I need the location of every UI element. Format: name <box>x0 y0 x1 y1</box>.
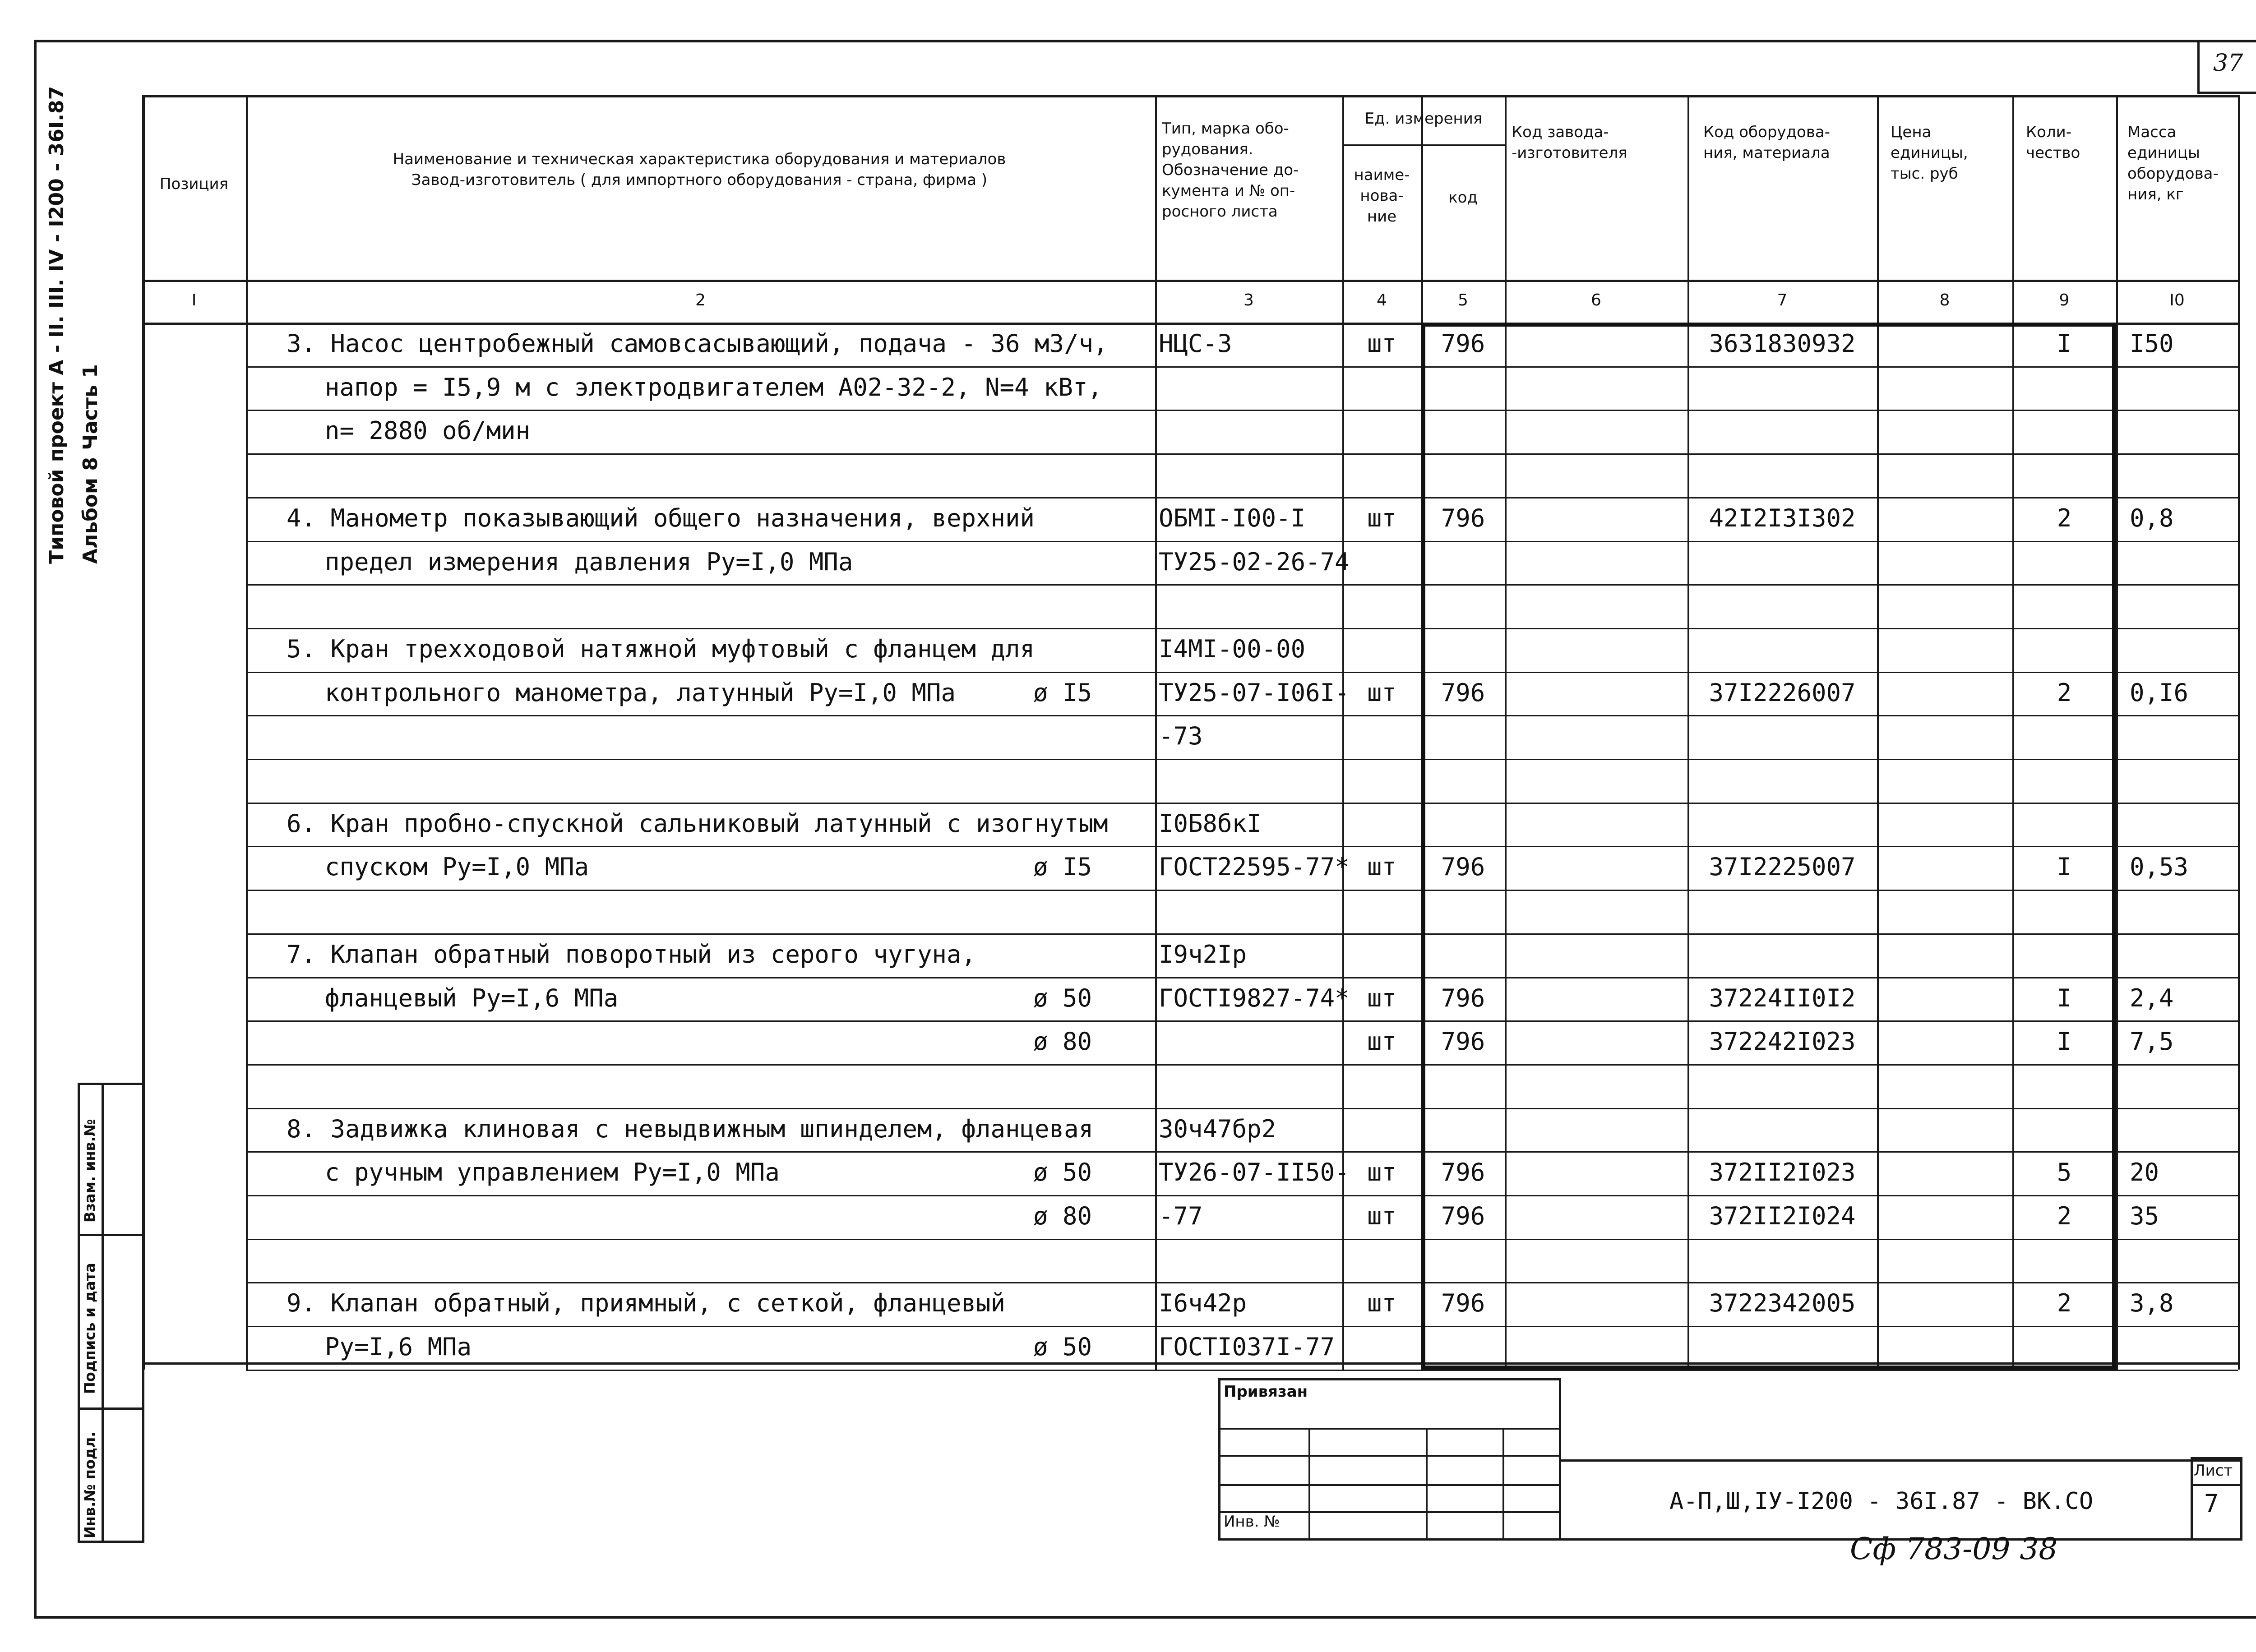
item-name: n= 2880 об/мин <box>325 416 531 445</box>
item-type: -73 <box>1159 722 1203 751</box>
item-mass: 0,53 <box>2130 853 2189 881</box>
item-diameter: ø I5 <box>1033 853 1092 881</box>
item-equip-code: 37I2225007 <box>1709 853 1856 881</box>
item-mass: 35 <box>2130 1202 2159 1230</box>
inv-no-label: Инв. № <box>1224 1513 1280 1531</box>
column-number: 7 <box>1777 291 1788 309</box>
privyazan-label: Привязан <box>1224 1383 1308 1401</box>
item-equip-code: 37I2226007 <box>1709 678 1856 707</box>
header-qty: Коли- чество <box>2026 123 2080 162</box>
item-qty: 2 <box>2057 503 2072 532</box>
item-qty: 2 <box>2057 678 2072 707</box>
item-mass: 3,8 <box>2130 1289 2174 1318</box>
unit-header-split <box>1342 144 1505 146</box>
item-equip-code: 42I2I3I302 <box>1709 503 1856 532</box>
item-type: I6ч42р <box>1159 1289 1247 1318</box>
header-name: Наименование и техническая характеристика оборудования и материалов Завод-изготовитель ( для импортного оборудования - страна, фирма ) <box>393 150 1006 189</box>
item-unit: шт <box>1367 853 1397 881</box>
item-name: предел измерения давления Ру=I,0 МПа <box>325 547 853 576</box>
item-name: 6. Кран пробно-спускной сальниковый латунный с изогнутым <box>287 809 1108 838</box>
header-price: Цена единицы, тыс. руб <box>1891 123 1968 183</box>
item-equip-code: 3631830932 <box>1709 329 1856 358</box>
item-qty: I <box>2057 1027 2072 1056</box>
item-unit: шт <box>1367 503 1397 532</box>
item-mass: I50 <box>2130 329 2174 358</box>
item-mass: 7,5 <box>2130 1027 2174 1056</box>
item-name: 7. Клапан обратный поворотный из серого чугуна, <box>287 940 976 969</box>
item-unit-code: 796 <box>1441 853 1485 881</box>
column-divider <box>246 95 248 1370</box>
column-number: 8 <box>1939 291 1950 309</box>
item-type: ТУ26-07-II50- <box>1159 1158 1350 1187</box>
item-type: НЦС-3 <box>1159 329 1232 358</box>
header-mass: Масса единицы оборудова- ния, кг <box>2127 123 2219 203</box>
top-sheet-number: 37 <box>2213 50 2243 77</box>
column-number: I <box>191 291 197 309</box>
item-qty: I <box>2057 329 2072 358</box>
table-top-border <box>142 95 2238 97</box>
item-diameter: ø 50 <box>1033 983 1092 1012</box>
item-equip-code: 3722342005 <box>1709 1289 1856 1318</box>
item-name: Ру=I,6 МПа <box>325 1333 472 1361</box>
item-name: контрольного манометра, латунный Ру=I,0 МПа <box>325 678 956 707</box>
column-number: 5 <box>1458 291 1468 309</box>
header-type: Тип, марка обо- рудования. Обозначение до- кумента и № оп- росного листа <box>1162 120 1299 221</box>
item-equip-code: 37224II0I2 <box>1709 983 1856 1012</box>
item-mass: 0,8 <box>2130 503 2174 532</box>
header-position: Позиция <box>159 175 229 193</box>
item-unit-code: 796 <box>1441 1027 1485 1056</box>
table-left-border <box>142 95 145 1370</box>
item-type: I9ч2Iр <box>1159 940 1247 969</box>
item-unit: шт <box>1367 678 1397 707</box>
stamp-label-replace: Взам. инв.№ <box>81 1119 98 1223</box>
column-number: 2 <box>695 291 706 309</box>
item-name: 3. Насос центробежный самовсасывающий, подача - 36 м3/ч, <box>287 329 1108 358</box>
item-diameter: ø 80 <box>1033 1202 1092 1230</box>
column-divider <box>2238 95 2240 1370</box>
header-unit-name: наиме- нова- ние <box>1354 166 1410 226</box>
item-unit-code: 796 <box>1441 329 1485 358</box>
column-divider <box>1155 95 1157 1370</box>
item-unit-code: 796 <box>1441 1158 1485 1187</box>
item-qty: 2 <box>2057 1289 2072 1318</box>
sheet-number: 7 <box>2204 1489 2219 1518</box>
item-unit-code: 796 <box>1441 1202 1485 1230</box>
item-equip-code: 372II2I024 <box>1709 1202 1856 1230</box>
item-type: ОБМI-I00-I <box>1159 503 1306 532</box>
item-unit: шт <box>1367 1289 1397 1318</box>
item-name: с ручным управлением Ру=I,0 МПа <box>325 1158 780 1187</box>
sheet-label: Лист <box>2194 1462 2233 1480</box>
column-number: I0 <box>2169 291 2185 309</box>
stamp-label-inventory: Инв.№ подл. <box>81 1431 98 1538</box>
item-unit: шт <box>1367 1158 1397 1187</box>
item-diameter: ø 50 <box>1033 1158 1092 1187</box>
item-diameter: ø 80 <box>1033 1027 1092 1056</box>
designation-code: А-П,Ш,IУ-I200 - 36I.87 - ВК.СО <box>1669 1488 2094 1515</box>
column-divider <box>2116 95 2118 1370</box>
item-unit: шт <box>1367 983 1397 1012</box>
column-number: 9 <box>2059 291 2070 309</box>
item-unit-code: 796 <box>1441 503 1485 532</box>
item-type: -77 <box>1159 1202 1203 1230</box>
album-title: Альбом 8 Часть 1 <box>79 364 102 564</box>
item-type: ГОСТ22595-77* <box>1159 853 1350 881</box>
item-equip-code: 372II2I023 <box>1709 1158 1856 1187</box>
item-diameter: ø I5 <box>1033 678 1092 707</box>
item-diameter: ø 50 <box>1033 1333 1092 1361</box>
item-qty: I <box>2057 853 2072 881</box>
header-unit-group: Ед. измерения <box>1364 110 1483 128</box>
item-equip-code: 372242I023 <box>1709 1027 1856 1056</box>
item-name: 9. Клапан обратный, приямный, с сеткой, фланцевый <box>287 1289 1006 1318</box>
item-type: I0Б8бкI <box>1159 809 1262 838</box>
header-unit-code: код <box>1448 189 1478 207</box>
item-name: напор = I5,9 м с электродвигателем А02-32-2, N=4 кВт, <box>325 373 1103 401</box>
item-unit-code: 796 <box>1441 1289 1485 1318</box>
item-unit: шт <box>1367 1202 1397 1230</box>
item-unit: шт <box>1367 1027 1397 1056</box>
item-unit: шт <box>1367 329 1397 358</box>
item-type: ТУ25-02-26-74 <box>1159 547 1350 576</box>
item-name: 5. Кран трехходовой натяжной муфтовый с фланцем для <box>287 634 1035 663</box>
stamp-label-signature: Подпись и дата <box>81 1263 98 1394</box>
column-number: 4 <box>1377 291 1387 309</box>
header-bottom-border <box>142 280 2238 282</box>
item-qty: 2 <box>2057 1202 2072 1230</box>
item-unit-code: 796 <box>1441 678 1485 707</box>
row-line <box>246 1370 2238 1371</box>
item-mass: 2,4 <box>2130 983 2174 1012</box>
item-type: ГОСТI037I-77 <box>1159 1333 1335 1361</box>
item-name: фланцевый Ру=I,6 МПа <box>325 983 619 1012</box>
item-name: 8. Задвижка клиновая с невыдвижным шпинделем, фланцевая <box>287 1114 1094 1143</box>
item-mass: 20 <box>2130 1158 2159 1187</box>
column-number: 3 <box>1244 291 1254 309</box>
item-type: 30ч47бр2 <box>1159 1114 1276 1143</box>
item-name: спуском Ру=I,0 МПа <box>325 853 589 881</box>
project-title: Типовой проект А - II. III. IV - I200 - 36I.87 <box>45 86 68 564</box>
item-unit-code: 796 <box>1441 983 1485 1012</box>
bottom-stamp: Сф 783-09 38 <box>1850 1532 2058 1566</box>
item-type: I4МI-00-00 <box>1159 634 1306 663</box>
item-qty: I <box>2057 983 2072 1012</box>
item-type: ГОСТI9827-74* <box>1159 983 1350 1012</box>
item-mass: 0,I6 <box>2130 678 2189 707</box>
item-type: ТУ25-07-I06I- <box>1159 678 1350 707</box>
column-number: 6 <box>1591 291 1601 309</box>
item-qty: 5 <box>2057 1158 2072 1187</box>
item-name: 4. Манометр показывающий общего назначения, верхний <box>287 503 1035 532</box>
header-plant-code: Код завода- -изготовителя <box>1512 123 1627 162</box>
header-equip-code: Код оборудова- ния, материала <box>1703 123 1830 162</box>
